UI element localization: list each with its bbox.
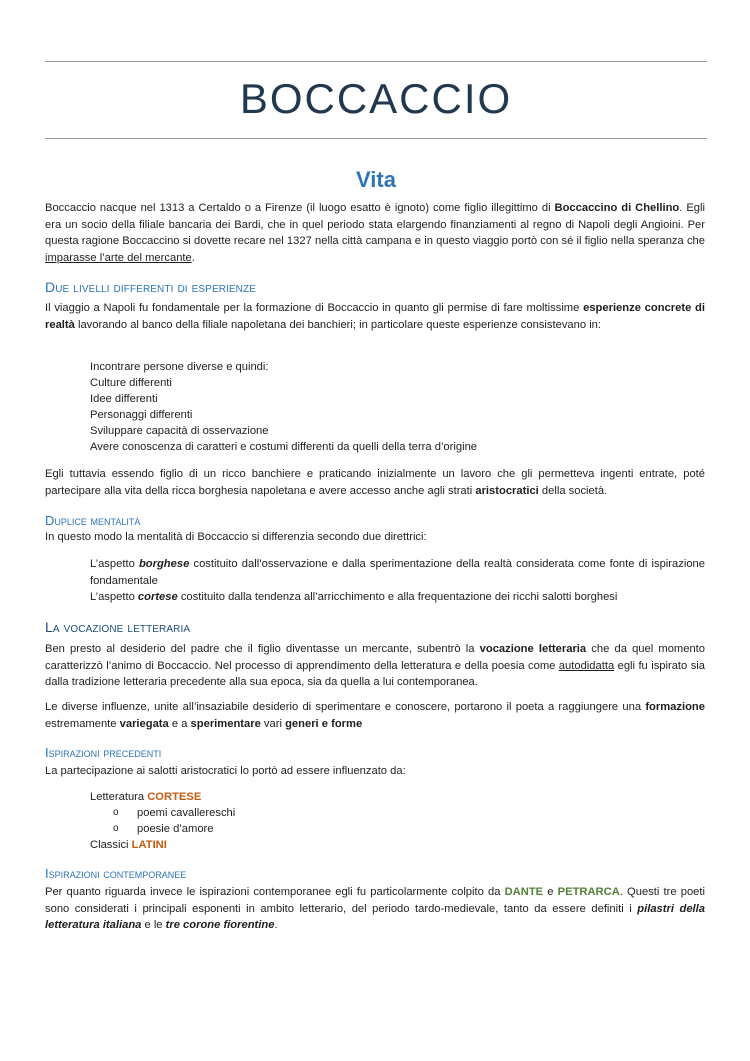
due-livelli-paragraph: Il viaggio a Napoli fu fondamentale per la formazione di Boccaccio in quanto gli permise di fare moltissime esperienze concrete di realtà lavorando al banco della filiale napoletana dei banchieri; in particolare queste esperienze consistevano in: bbox=[45, 302, 705, 331]
list-item: Culture differenti bbox=[90, 377, 172, 390]
list-item: Sviluppare capacità di osservazione bbox=[90, 425, 269, 438]
intro-paragraph: Boccaccio nacque nel 1313 a Certaldo o a Firenze (il luogo esatto è ignoto) come figlio illegittimo di Boccaccino di Chellino. Egli era un socio della filiale bancaria dei Bardi, che in quel periodo stata elargendo finanziamenti al regno di Napoli degli Angioini. Per questa ragione Boccaccino si dovette recare nel 1327 nella città campana e in questo viaggio portò con sé il figlio nella speranza che imparasse l’arte del mercante. bbox=[45, 202, 705, 264]
list-item: o poesie d’amore bbox=[113, 823, 214, 835]
document-title: BOCCACCIO bbox=[239, 75, 513, 122]
duplice-intro: In questo modo la mentalità di Boccaccio si differenzia secondo due direttrici: bbox=[45, 531, 427, 543]
top-rule bbox=[45, 61, 707, 62]
letteratura-cortese: Letteratura CORTESE bbox=[90, 791, 202, 803]
heading-due-livelli: Due livelli differenti di esperienze bbox=[45, 279, 256, 295]
circle-bullet-icon: o bbox=[113, 807, 119, 818]
list-item: Incontrare persone diverse e quindi: bbox=[90, 361, 269, 373]
heading-precedenti: Ispirazioni precedenti bbox=[45, 745, 162, 760]
heading-contemporanee: Ispirazioni contemporanee bbox=[45, 866, 187, 881]
list-item: Personaggi differenti bbox=[90, 409, 193, 422]
contemporanee-paragraph: Per quanto riguarda invece le ispirazioni contemporanee egli fu particolarmente colpito da DANTE e PETRARCA. Questi tre poeti sono considerati i principali esponenti in ambito letterario, del periodo tardo-medievale, tanto da essere definiti i pilastri della letteratura italiana e le tre corone fiorentine. bbox=[45, 886, 705, 932]
vocazione-paragraph-2: Le diverse influenze, unite all’insaziabile desiderio di sperimentare e conoscere, portarono il poeta a raggiungere una formazione estremamente variegata e a sperimentare vari generi e forme bbox=[45, 701, 705, 730]
precedenti-intro: La partecipazione ai salotti aristocratici lo portò ad essere influenzato da: bbox=[45, 765, 406, 777]
circle-bullet-icon: o bbox=[113, 823, 119, 834]
figlio-paragraph: Egli tuttavia essendo figlio di un ricco banchiere e praticando inizialmente un lavoro che gli permetteva ingenti entrate, poté partecipare alla vita della ricca borghesia napoletana e avere accesso anche agli strati aristocratici della società. bbox=[45, 468, 705, 497]
classici-latini: Classici LATINI bbox=[90, 839, 167, 851]
sub-list bbox=[113, 805, 235, 837]
title-rule bbox=[45, 138, 707, 139]
esperienze-list bbox=[90, 359, 700, 456]
heading-duplice: Duplice mentalità bbox=[45, 513, 141, 528]
duplice-borghese: L’aspetto borghese costituito dall’osservazione e dalla sperimentazione della realtà considerata come fonte di ispirazione fondamentale bbox=[90, 558, 705, 587]
vocazione-paragraph-1: Ben presto al desiderio del padre che il figlio diventasse un mercante, subentrò la vocazione letteraria che da quel momento caratterizzò l’animo di Boccaccio. Nel processo di apprendimento della letteratura e della poesia come autodidatta egli fu ispirato sia dalla tradizione letteraria precedente alla sua epoca, sia da quella a lui contemporanea. bbox=[45, 643, 706, 689]
list-item: Avere conoscenza di caratteri e costumi differenti da quelli della terra d’origine bbox=[90, 441, 478, 454]
list-item: o poemi cavallereschi bbox=[113, 807, 236, 819]
heading-vocazione: La vocazione letteraria bbox=[45, 619, 191, 635]
list-item: Idee differenti bbox=[90, 393, 158, 406]
section-title: Vita bbox=[356, 167, 396, 192]
duplice-cortese: L’aspetto cortese costituito dalla tendenza all’arricchimento e alla frequentazione dei ricchi salotti borghesi bbox=[90, 591, 618, 603]
